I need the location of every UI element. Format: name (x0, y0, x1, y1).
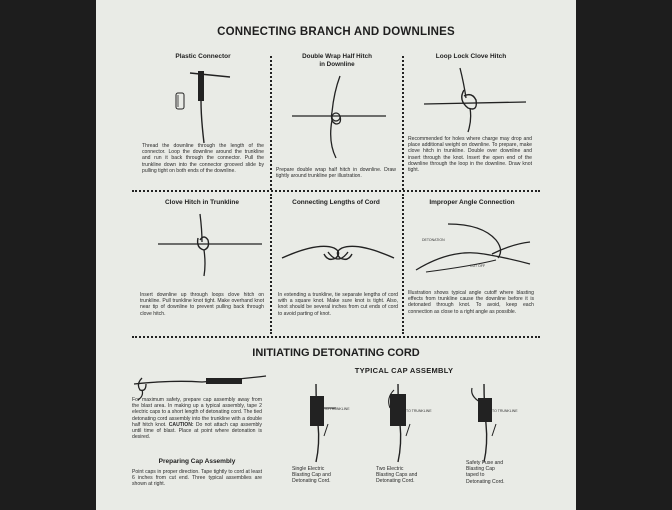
improper-label: DETONATION (422, 238, 445, 242)
square-knot-illustration (278, 222, 398, 282)
clove-hitch-illustration (136, 210, 266, 280)
document-page (96, 0, 576, 510)
arrow-label: TO TRUNKLINE (406, 409, 432, 413)
panel-title: Plastic Connector (175, 53, 231, 60)
panel-text: Illustration shows typical angle cutoff where blasting effects from trunkline cause the downline before it is detonated through knot. To avoid, keep each connection as close to a right angle as possible. (408, 290, 534, 315)
detonating-text (132, 397, 262, 440)
arrow-label: TO TRUNKLINE (492, 409, 518, 413)
panel-text: Prepare double wrap half hitch in downline. Draw tightly around trunkline per illustration. (276, 167, 396, 180)
section-title: INITIATING DETONATING CORD (252, 347, 420, 359)
page-title: CONNECTING BRANCH AND DOWNLINES (217, 26, 455, 38)
caution-text: Do not attach cap assembly until time of blast. Place at point where detonation is desired. (132, 421, 262, 441)
panel-title: Loop Lock Clove Hitch (435, 53, 507, 60)
panel-text: Insert downline up through loops clove hitch on trunkline. Pull trunkline knot tight. Make overhand knot near tip of downline to prevent pulling back through clove hitch. (140, 292, 264, 317)
panel-text: Thread the downline through the length of the connector. Loop the downline around the trunkline and run it back through the connector. Pull the trunkline down into the connector grooved slide by pulling tight on both ends of the downline. (142, 143, 264, 174)
panel-title: Connecting Lengths of Cord (292, 199, 380, 206)
improper-angle-illustration (412, 214, 536, 284)
cap-assembly-1 (294, 384, 344, 464)
cap-caption: Two Electric Blasting Caps and Detonating Cord. (376, 466, 418, 485)
divider-row2 (132, 336, 540, 338)
divider-col1-top (270, 56, 272, 190)
panel-text: Recommended for holes where charge may drop and place additional weight on downline. To prepare, make clove hitch in trunkline. Double over downline and insert through the knot. Insert the open end of the downline through the loop in the downline. Draw knot tight. (408, 136, 532, 174)
detonating-main: For maximum safety, prepare cap assembly away from the blast area. In making up a typical assembly, tape 2 electric caps to a short length of detonating cord. The tied detonating cord assembly into the trunkline with a double half hitch knot. (132, 397, 262, 428)
typical-title: TYPICAL CAP ASSEMBLY (354, 366, 454, 375)
divider-col1-bottom (270, 194, 272, 334)
cap-caption: Safety Fuse and Blasting Cap taped to Detonating Cord. (466, 460, 505, 485)
caution-label: CAUTION: (168, 421, 194, 428)
panel-title: Clove Hitch in Trunkline (164, 199, 240, 206)
half-hitch-illustration (282, 72, 392, 162)
panel-text: In extending a trunkline, tie separate lengths of cord with a square knot. Make sure knot is tight. Also, knot should be several inches from cut ends of cord to avoid parting of knot. (278, 292, 398, 317)
prep-title: Preparing Cap Assembly (158, 458, 236, 465)
trunkline-tape-illustration (132, 370, 272, 400)
divider-col2-bottom (402, 194, 404, 334)
divider-row1 (132, 190, 540, 192)
cap-assembly-3 (462, 384, 512, 464)
divider-col2-top (402, 56, 404, 190)
panel-title: Double Wrap Half Hitch in Downline (302, 53, 372, 68)
cap-caption: Single Electric Blasting Cap and Detonating Cord. (292, 466, 331, 485)
improper-label: CUT OFF (470, 264, 486, 268)
loop-lock-illustration (414, 64, 534, 134)
plastic-connector-illustration (168, 63, 248, 143)
prep-text: Point caps in proper direction. Tape tightly to cord at least 6 inches from cut end. Three typical assemblies are shown at right. (132, 469, 262, 488)
cap-assembly-2 (376, 384, 426, 464)
arrow-label: TO TRUNKLINE (324, 407, 350, 411)
panel-title: Improper Angle Connection (429, 199, 515, 206)
